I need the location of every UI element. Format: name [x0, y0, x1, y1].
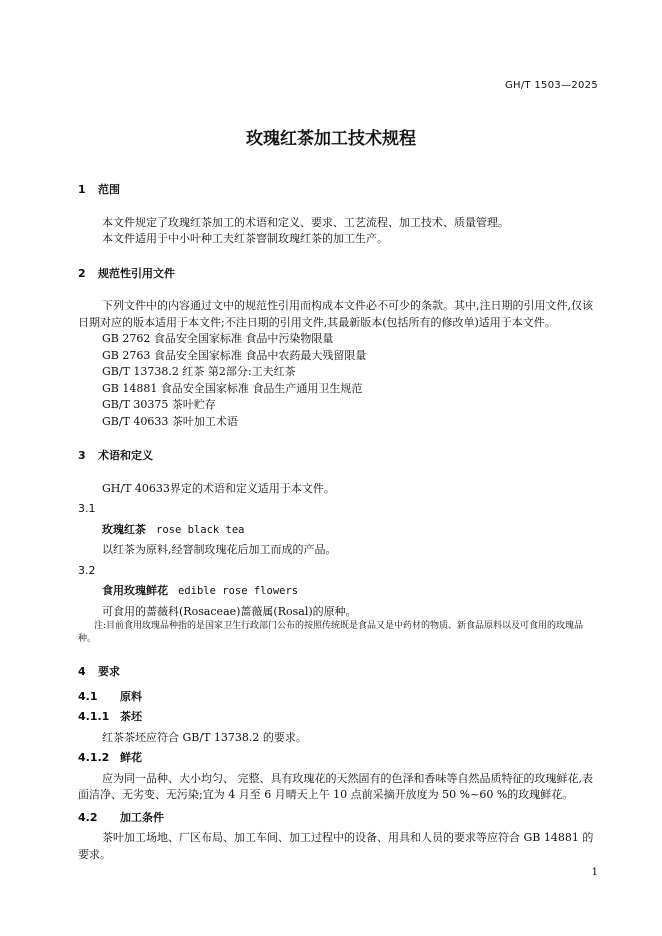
subsection-number: 4.2 — [78, 810, 98, 824]
subsection-title: 茶坯 — [120, 710, 142, 723]
section-number: 4 — [78, 665, 86, 678]
section-heading-requirements — [78, 664, 600, 681]
subsection-title: 鲜花 — [120, 751, 142, 764]
term-number: 3.2 — [78, 563, 96, 577]
reference-item: GB/T 30375 茶叶贮存 — [102, 398, 216, 411]
term-chinese: 食用玫瑰鲜花 — [102, 584, 168, 597]
term-english: rose black tea — [156, 523, 245, 536]
section-number: 3 — [78, 449, 86, 462]
term-number: 3.1 — [78, 502, 96, 515]
subsection-title: 加工条件 — [120, 810, 164, 824]
section-heading-terms — [78, 448, 600, 465]
term-english: edible rose flowers — [178, 585, 299, 597]
document-title: 玫瑰红茶加工技术规程 — [246, 129, 416, 149]
page-number: 1 — [591, 867, 598, 878]
term-definition: 以红茶为原料,经窨制玫瑰花后加工而成的产品。 — [102, 543, 337, 556]
subsection-number: 4.1.1 — [78, 710, 110, 723]
section-title: 规范性引用文件 — [98, 266, 175, 280]
section-heading-scope — [78, 182, 600, 199]
section-title: 要求 — [98, 665, 120, 678]
subsection-number: 4.1.2 — [78, 751, 110, 764]
subsection-heading-processing-conditions — [78, 810, 600, 827]
references-intro: 下列文件中的内容通过文中的规范性引用而构成本文件必不可少的条款。其中,注日期的引用文件,仅该日期对应的版本适用于本文件;不注日期的引用文件,其最新版本(包括所有的修改单)适用于本文件。 — [78, 299, 593, 329]
tea-base-paragraph: 红茶茶坯应符合 GB/T 13738.2 的要求。 — [102, 730, 307, 744]
reference-item: GB 2763 食品安全国家标准 食品中农药最大残留限量 — [102, 348, 367, 362]
terms-intro: GH/T 40633界定的术语和定义适用于本文件。 — [102, 481, 335, 495]
reference-item: GB/T 40633 茶叶加工术语 — [102, 414, 238, 428]
reference-item: GB 2762 食品安全国家标准 食品中污染物限量 — [102, 332, 334, 345]
subsection-title: 原料 — [120, 689, 142, 703]
scope-paragraph-1: 本文件规定了玫瑰红茶加工的术语和定义、要求、工艺流程、加工技术、质量管理。 — [102, 215, 509, 229]
section-number: 1 — [78, 183, 86, 196]
subsection-heading-tea-base — [78, 709, 600, 726]
term-edible-rose-flowers — [78, 583, 600, 600]
subsection-heading-raw-materials — [78, 689, 600, 706]
processing-conditions-paragraph: 茶叶加工场地、厂区布局、加工车间、加工过程中的设备、用具和人员的要求等应符合 GB 14881 的要求。 — [78, 831, 594, 861]
term-note: 注:目前食用玫瑰品种指的是国家卫生行政部门公布的按照传统既是食品又是中药材的物质、新食品原料以及可食用的玫瑰品种。 — [78, 621, 584, 644]
section-number: 2 — [78, 266, 86, 280]
section-title: 范围 — [98, 183, 120, 196]
section-title: 术语和定义 — [98, 449, 153, 462]
standard-code: GH/T 1503—2025 — [504, 80, 598, 91]
document-body — [78, 172, 600, 863]
subsection-number: 4.1 — [78, 689, 98, 703]
term-chinese: 玫瑰红茶 — [102, 522, 146, 536]
section-heading-normative-references — [78, 266, 600, 283]
term-definition: 可食用的蔷薇科(Rosaceae)蔷薇属(Rosal)的原种。 — [102, 604, 357, 618]
subsection-heading-fresh-flowers — [78, 750, 600, 767]
term-rose-black-tea — [78, 522, 600, 539]
reference-item: GB/T 13738.2 红茶 第2部分:工夫红茶 — [102, 365, 296, 378]
scope-paragraph-2: 本文件适用于中小叶种工夫红茶窨制玫瑰红茶的加工生产。 — [102, 232, 388, 245]
reference-item: GB 14881 食品安全国家标准 食品生产通用卫生规范 — [102, 381, 363, 395]
fresh-flowers-paragraph: 应为同一品种、大小均匀、 完整、具有玫瑰花的天然固有的色泽和香味等自然品质特征的玫瑰鲜花,表面洁净、无劣变、无污染;宜为 4 月至 6 月晴天上午 10 点前采摘开放度为 50 %~60 %的玫瑰鲜花。 — [78, 771, 593, 801]
